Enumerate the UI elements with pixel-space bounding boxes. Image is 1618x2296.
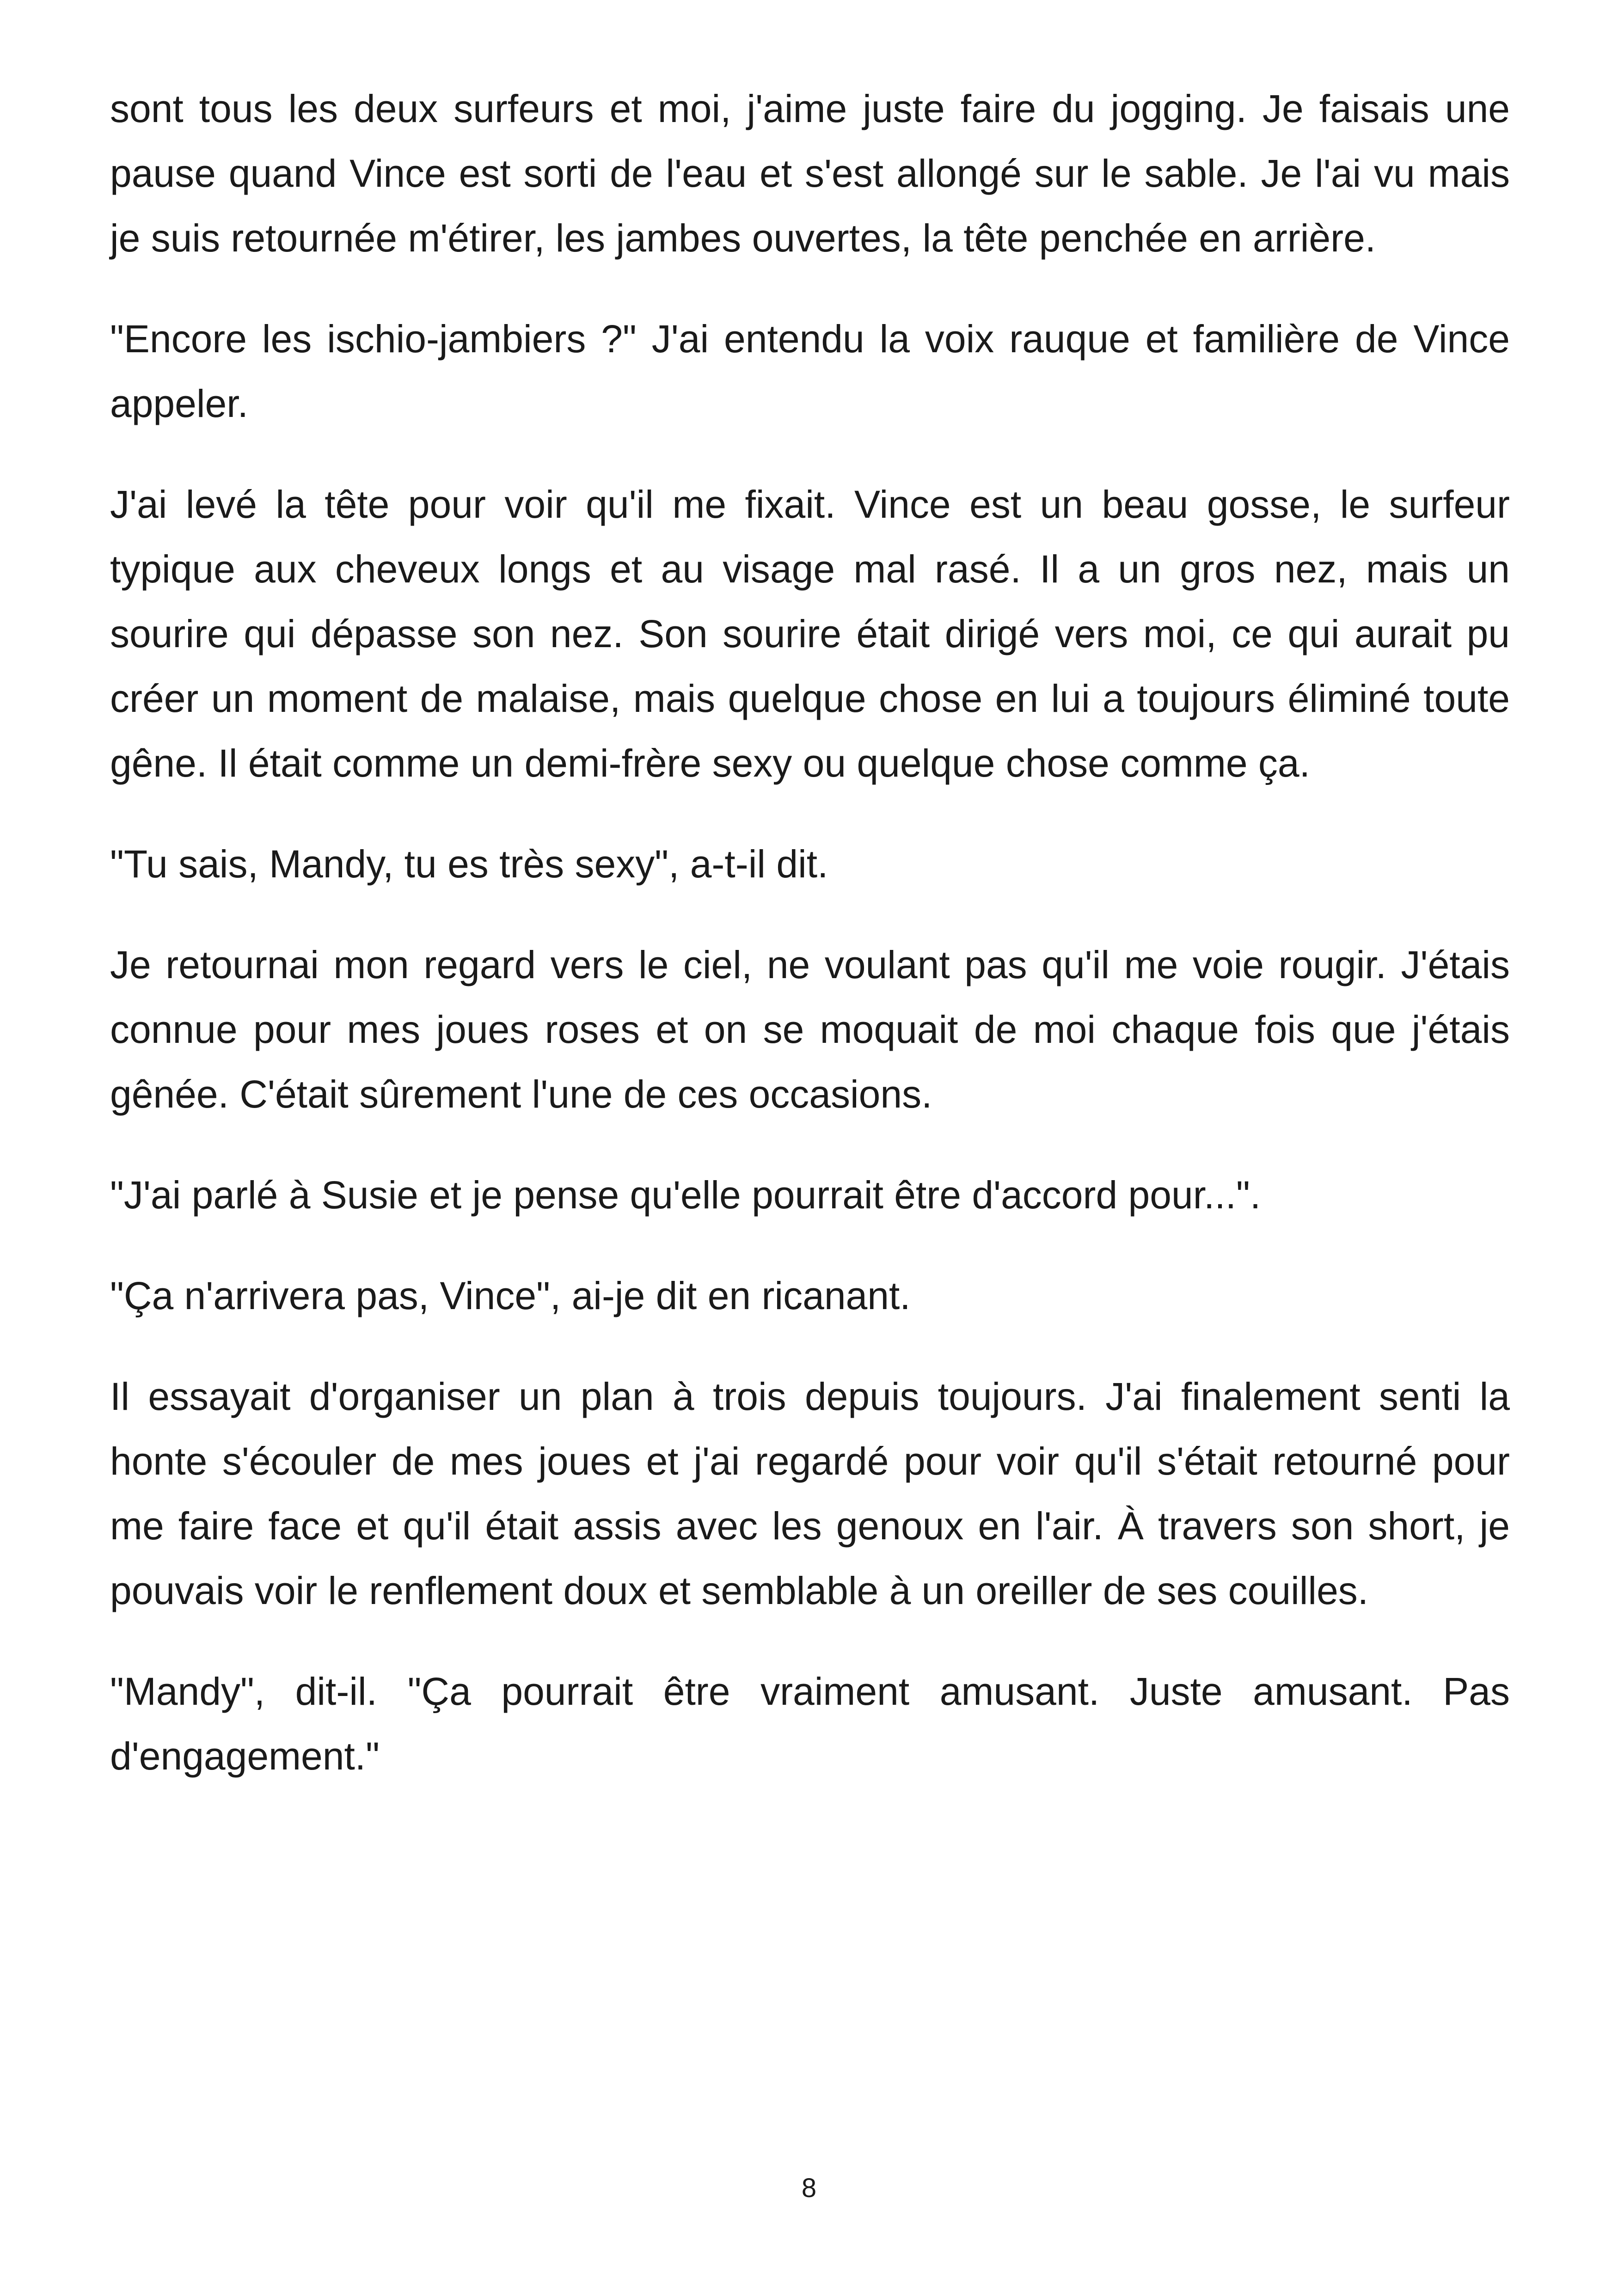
paragraph-1: sont tous les deux surfeurs et moi, j'aime juste faire du jogging. Je faisais une pause quand Vince est sorti de l'eau et s'est allongé sur le sable. Je l'ai vu mais je suis retournée m'étirer, les jambes ouvertes, la tête penchée en arrière.	[110, 87, 1510, 260]
paragraph-3: J'ai levé la tête pour voir qu'il me fixait. Vince est un beau gosse, le surfeur typique aux cheveux longs et au visage mal rasé. Il a un gros nez, mais un sourire qui dépasse son nez. Son sourire était dirigé vers moi, ce qui aurait pu créer un moment de malaise, mais quelque chose en lui a toujours éliminé toute gêne. Il était comme un demi-frère sexy ou quelque chose comme ça.	[110, 483, 1510, 785]
text-body	[110, 76, 1510, 1825]
paragraph-2: "Encore les ischio-jambiers ?" J'ai entendu la voix rauque et familière de Vince appeler.	[110, 317, 1510, 425]
paragraph-5: Je retournai mon regard vers le ciel, ne voulant pas qu'il me voie rougir. J'étais connue pour mes joues roses et on se moquait de moi chaque fois que j'étais gênée. C'était sûrement l'une de ces occasions.	[110, 943, 1510, 1116]
paragraph-6: "J'ai parlé à Susie et je pense qu'elle pourrait être d'accord pour...".	[110, 1173, 1261, 1217]
page-number: 8	[801, 2173, 817, 2203]
paragraph-9: "Mandy", dit-il. "Ça pourrait être vraiment amusant. Juste amusant. Pas d'engagement."	[110, 1670, 1510, 1778]
paragraph-8: Il essayait d'organiser un plan à trois depuis toujours. J'ai finalement senti la honte s'écouler de mes joues et j'ai regardé pour voir qu'il s'était retourné pour me faire face et qu'il était assis avec les genoux en l'air. À travers son short, je pouvais voir le renflement doux et semblable à un oreiller de ses couilles.	[110, 1375, 1510, 1612]
paragraph-4: "Tu sais, Mandy, tu es très sexy", a-t-il dit.	[110, 842, 828, 886]
paragraph-7: "Ça n'arrivera pas, Vince", ai-je dit en ricanant.	[110, 1274, 911, 1317]
